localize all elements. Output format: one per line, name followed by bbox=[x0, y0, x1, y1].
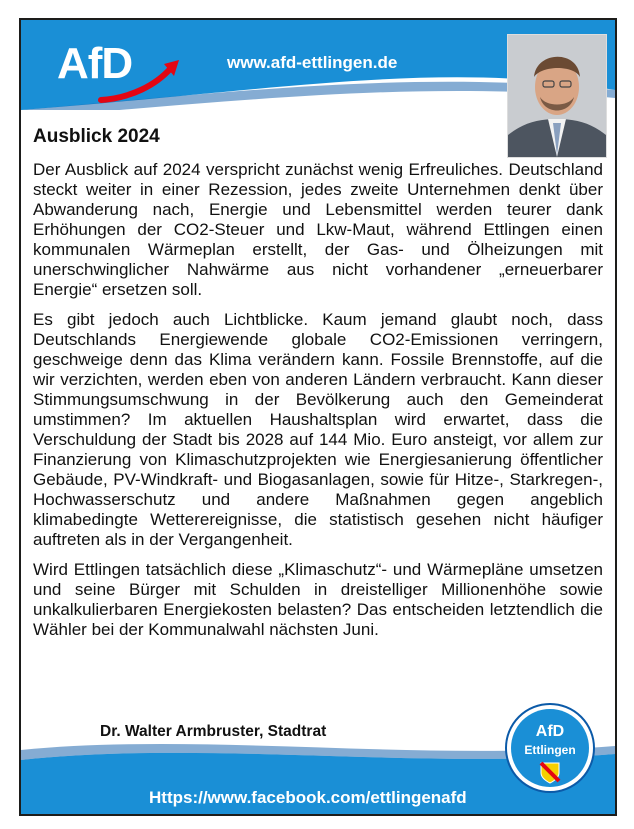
article-title: Ausblick 2024 bbox=[33, 126, 160, 147]
website-url[interactable]: www.afd-ettlingen.de bbox=[227, 53, 398, 72]
badge-city: Ettlingen bbox=[524, 743, 576, 757]
afd-logo: AfD bbox=[57, 39, 133, 88]
paragraph-1: Der Ausblick auf 2024 verspricht zunächst wenig Erfreuliches. Deutschland steckt weiter in einer Rezession, jedes zweite Unternehmen denkt über Abwanderung nach, Energie und Lebensmittel werden teurer dank Erhöhungen der CO2-Steuer und Lkw-Maut, während Ettlingen einen kommunalen Wärmeplan erstellt, der Gas- und Ölheizungen mit unerschwinglicher Nahwärme aus nicht vorhandener „erneuerbarer Energie“ ersetzen soll. bbox=[33, 160, 603, 299]
author-photo bbox=[507, 34, 607, 158]
facebook-url[interactable]: Https://www.facebook.com/ettlingenafd bbox=[149, 788, 467, 807]
badge-logo: AfD bbox=[535, 723, 565, 740]
afd-ettlingen-badge bbox=[505, 703, 595, 793]
paragraph-3: Wird Ettlingen tatsächlich diese „Klimaschutz“- und Wärmepläne umsetzen und seine Bürger mit Schulden in dreistelliger Millionenhöhe sowie unkalkulierbaren Energiekosten belasten? Das entscheiden letztendlich die Wähler bei der Kommunalwahl nächsten Juni. bbox=[33, 560, 603, 639]
author-signature: Dr. Walter Armbruster, Stadtrat bbox=[100, 723, 327, 740]
paragraph-2: Es gibt jedoch auch Lichtblicke. Kaum jemand glaubt noch, dass Deutschlands Energiewende globale CO2-Emissionen verringern, geschweige denn das Klima verändern kann. Fossile Brennstoffe, auf die wir verzichten, werden eben von anderen Ländern verbraucht. Kann dieser Stimmungsumschwung in der Bevölkerung auch den Gemeinderat umstimmen? Im aktuellen Haushaltsplan wird erwartet, dass die Verschuldung der Stadt bis 2028 auf 144 Mio. Euro ansteigt, vor allem zur Finanzierung von Klimaschutzprojekten wie Energiesanierung öffentlicher Gebäude, PV-Windkraft- und Biogasanlagen, sowie für Hitze-, Starkregen-, Hochwasserschutz und andere Maßnahmen gegen angeblich klimabedingte Wetterereignisse, die statistisch gesehen nicht häufiger auftreten als in der Vergangenheit. bbox=[33, 310, 603, 549]
article-body bbox=[33, 160, 603, 650]
flyer-frame bbox=[19, 18, 617, 816]
